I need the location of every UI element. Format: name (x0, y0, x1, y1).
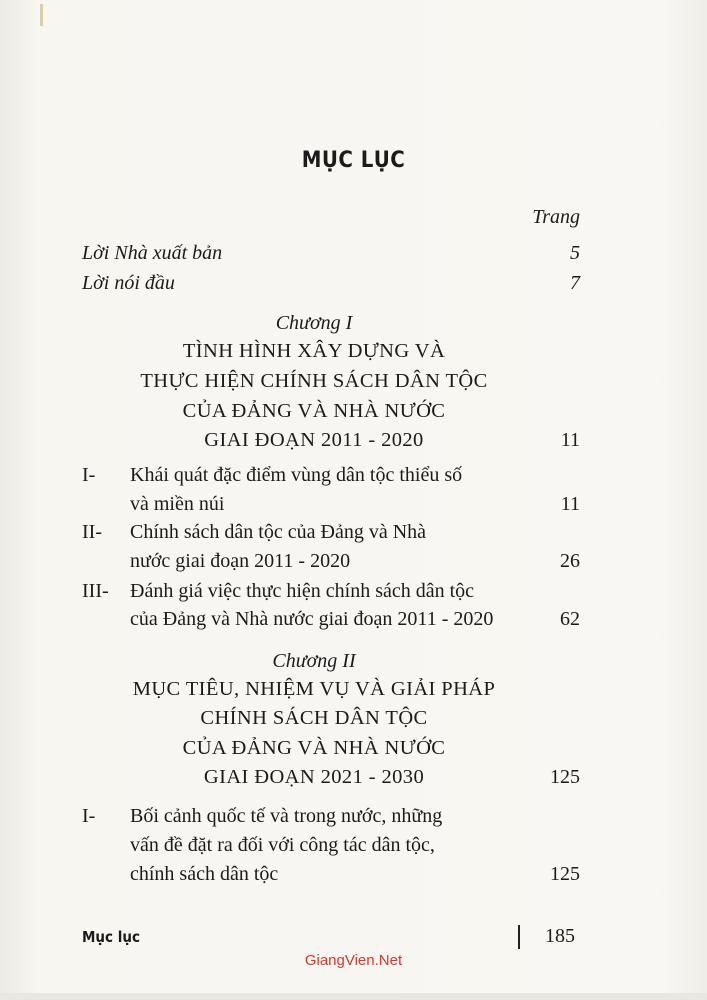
section-number: I- (82, 805, 96, 827)
chapter-heading-line: CỦA ĐẢNG VÀ NHÀ NƯỚC (182, 737, 446, 759)
chapter-page: 125 (550, 766, 580, 788)
footer-page-number: 185 (545, 925, 575, 947)
chapter-heading-line: GIAI ĐOẠN 2011 - 2020 (204, 429, 424, 451)
section-page: 11 (560, 493, 580, 515)
chapter-label: Chương II (272, 650, 356, 672)
page-bottom-edge (0, 993, 707, 1000)
section-page: 62 (560, 608, 580, 630)
section-number: I- (82, 464, 96, 486)
page-edge-mark (40, 4, 43, 26)
front-matter-page: 5 (570, 242, 580, 264)
section-title-line: Chính sách dân tộc của Đảng và Nhà (130, 521, 427, 543)
section-title-line: Đánh giá việc thực hiện chính sách dân tộc (130, 580, 475, 602)
section-title-line: Bối cảnh quốc tế và trong nước, những (130, 805, 443, 827)
section-title-line: Khái quát đặc điểm vùng dân tộc thiểu số (130, 464, 463, 486)
section-title-line: nước giai đoạn 2011 - 2020 (130, 550, 351, 572)
chapter-heading-line: CỦA ĐẢNG VÀ NHÀ NƯỚC (182, 400, 446, 422)
chapter-heading-line: THỰC HIỆN CHÍNH SÁCH DÂN TỘC (140, 370, 488, 392)
front-matter-page: 7 (570, 272, 580, 294)
section-title-line: vấn đề đặt ra đối với công tác dân tộc, (130, 834, 435, 856)
footer-divider (518, 925, 520, 949)
section-title-line: và miền núi (130, 493, 225, 515)
section-page: 125 (550, 863, 580, 885)
footer-label: Mục lục (82, 928, 140, 946)
section-title-line: của Đảng và Nhà nước giai đoạn 2011 - 2020 (130, 608, 494, 630)
section-title-line: chính sách dân tộc (130, 863, 279, 885)
watermark-link[interactable]: GiangVien.Net (304, 952, 403, 969)
front-matter-label: Lời Nhà xuất bản (82, 242, 223, 264)
section-page: 26 (560, 550, 580, 572)
chapter-heading-line: CHÍNH SÁCH DÂN TỘC (200, 707, 428, 729)
chapter-heading-line: MỤC TIÊU, NHIỆM VỤ VÀ GIẢI PHÁP (132, 678, 496, 700)
section-number: III- (82, 580, 109, 602)
page-title: MỤC LỤC (301, 148, 406, 173)
chapter-label: Chương I (275, 312, 353, 334)
front-matter-label: Lời nói đầu (82, 272, 175, 294)
page-column-label: Trang (532, 206, 580, 228)
chapter-heading-line: GIAI ĐOẠN 2021 - 2030 (203, 766, 425, 788)
section-number: II- (82, 521, 102, 543)
chapter-page: 11 (560, 429, 580, 451)
chapter-heading-line: TÌNH HÌNH XÂY DỰNG VÀ (182, 340, 446, 362)
